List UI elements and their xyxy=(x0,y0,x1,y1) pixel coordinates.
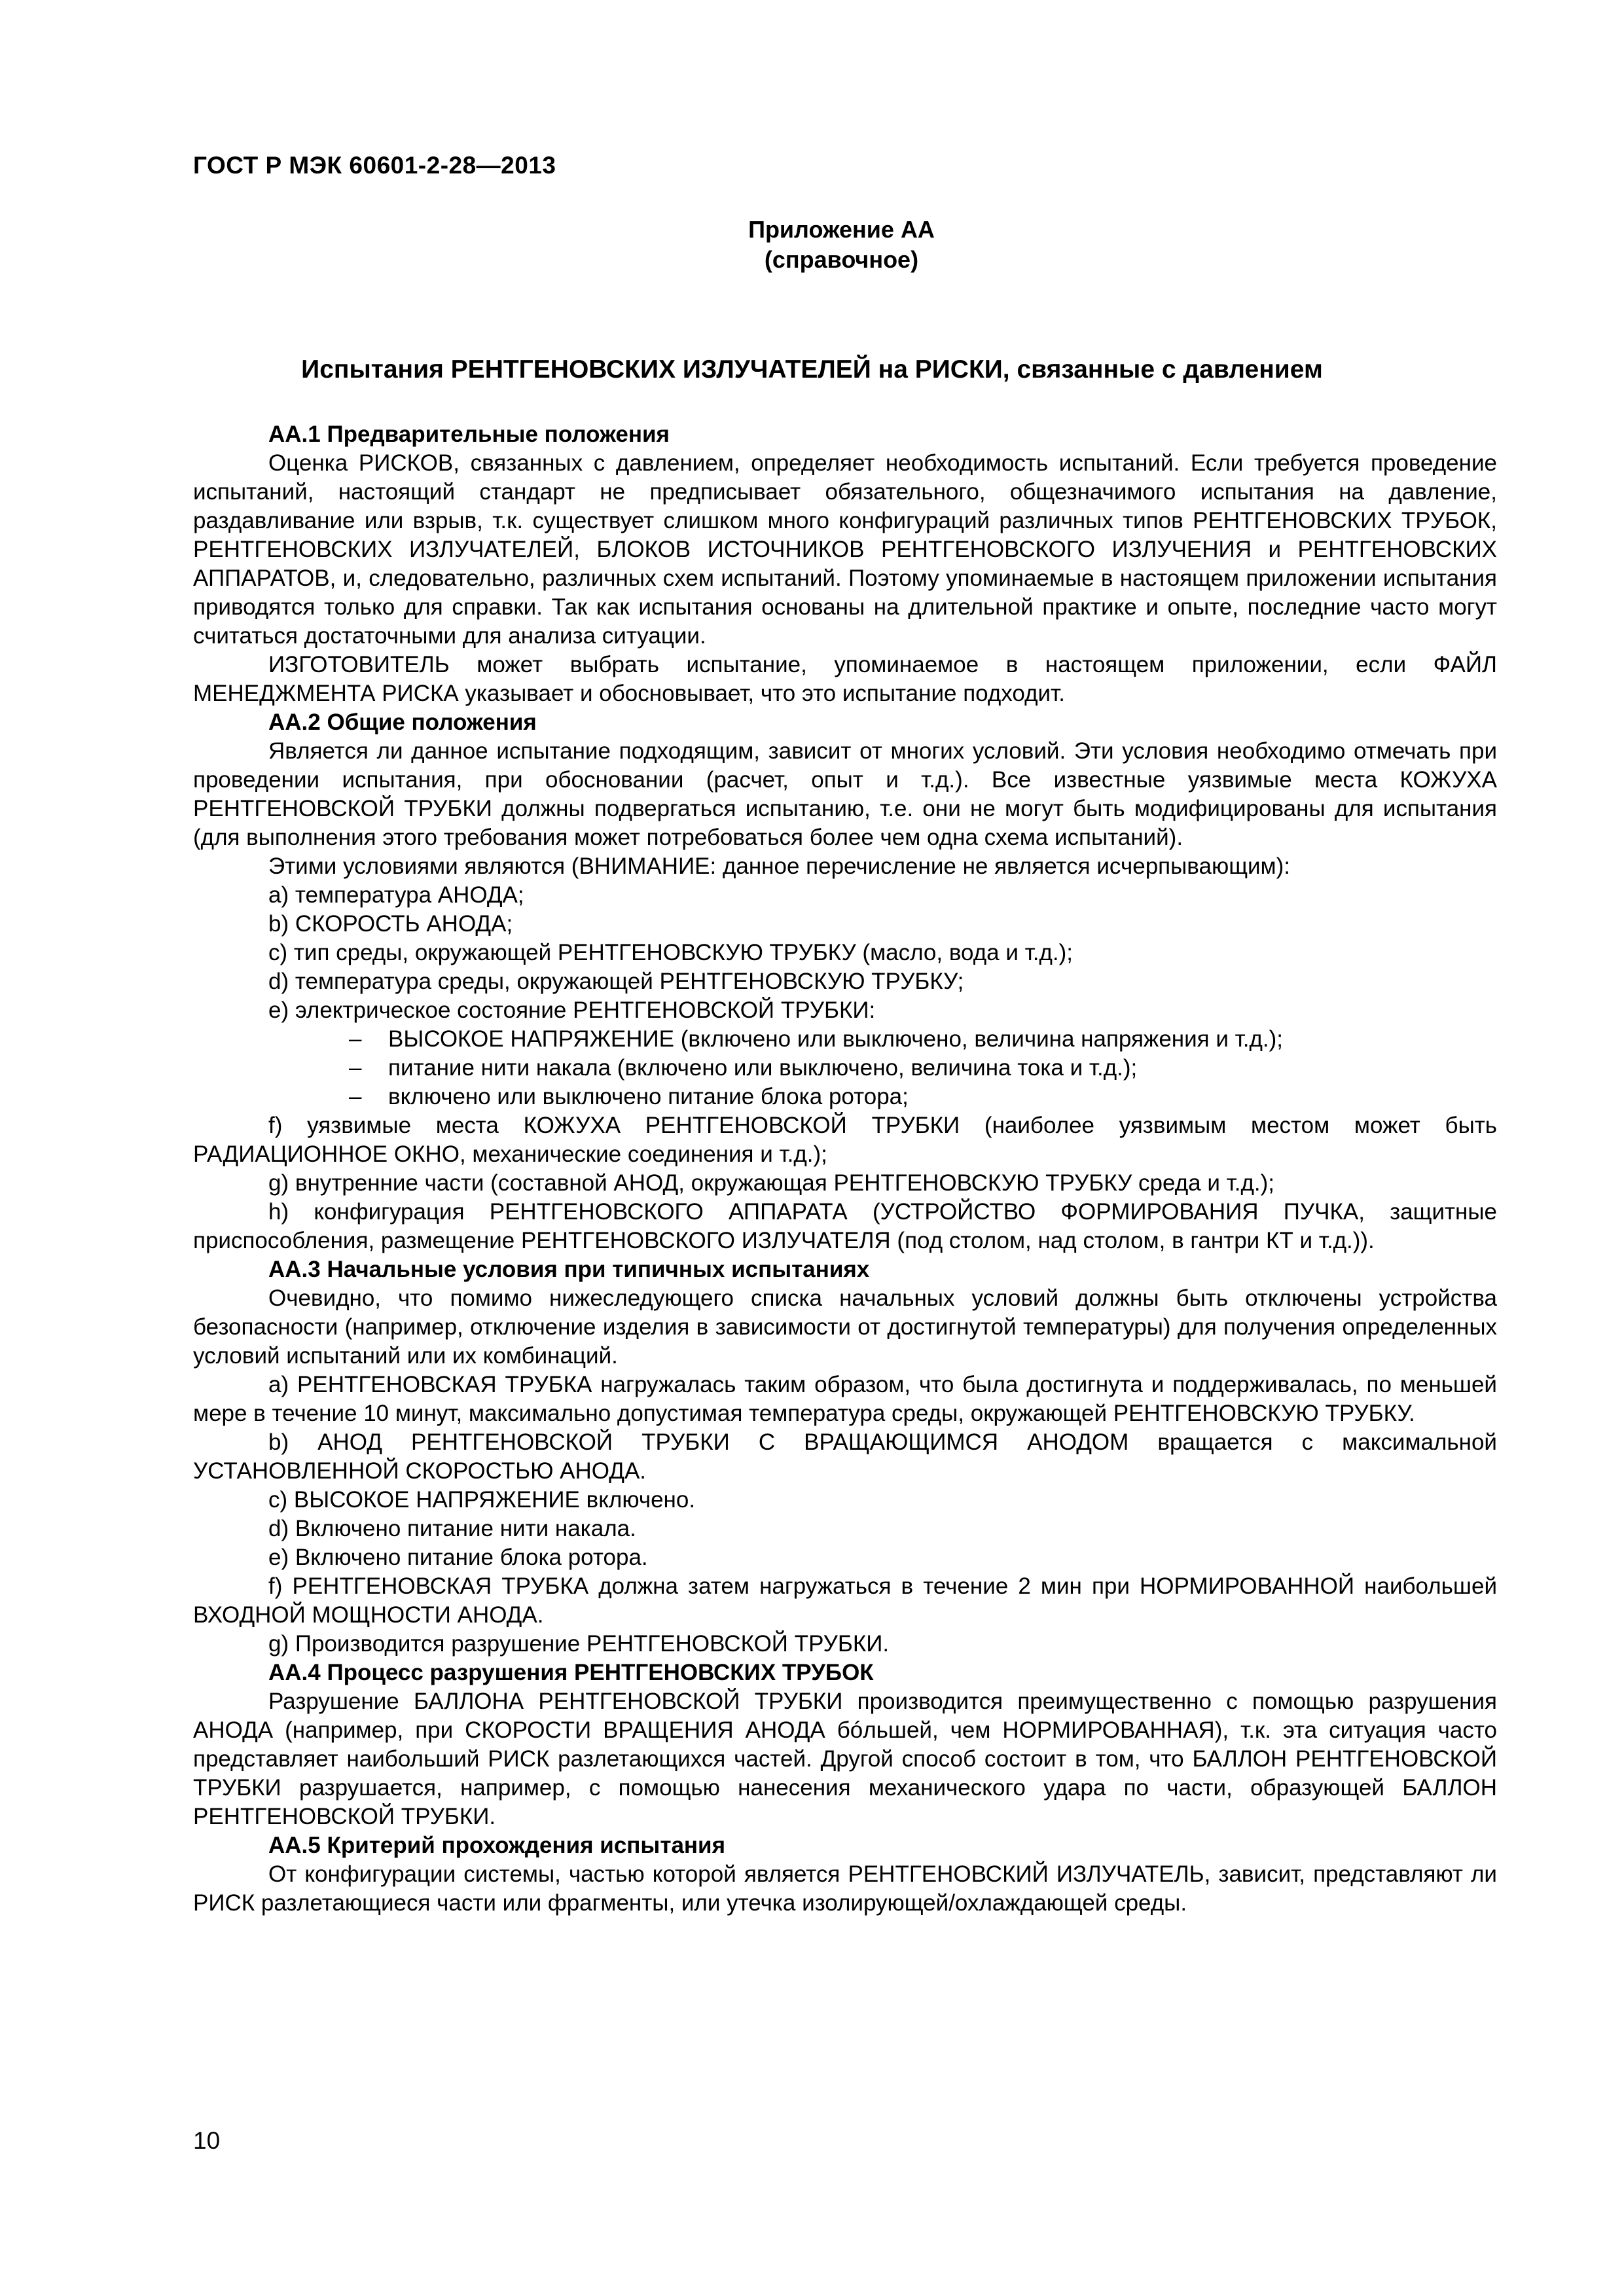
list-item: f) РЕНТГЕНОВСКАЯ ТРУБКА должна затем нагружаться в течение 2 мин при НОРМИРОВАННОЙ наибольшей ВХОДНОЙ МОЩНОСТИ АНОДА. xyxy=(193,1573,1497,1628)
list-item: b) СКОРОСТЬ АНОДА; xyxy=(268,911,513,937)
paragraph: От конфигурации системы, частью которой является РЕНТГЕНОВСКИЙ ИЗЛУЧАТЕЛЬ, зависит, представляют ли РИСК разлетающиеся части или фрагменты, или утечка изолирующей/охлаждающей среды. xyxy=(193,1861,1497,1916)
paragraph: Является ли данное испытание подходящим, зависит от многих условий. Эти условия необходимо отмечать при проведении испытания, при обосновании (расчет, опыт и т.д.). Все известные уязвимые места КОЖУХА РЕНТГЕНОВСКОЙ ТРУБКИ должны подвергаться испытанию, т.е. они не могут быть модифицированы для испытания (для выполнения этого требования может потребоваться более чем одна схема испытаний). xyxy=(193,738,1497,850)
section-heading-aa2: АА.2 Общие положения xyxy=(268,709,537,735)
list-item: d) Включено питание нити накала. xyxy=(268,1516,636,1541)
section-heading-aa4: АА.4 Процесс разрушения РЕНТГЕНОВСКИХ ТРУБОК xyxy=(268,1660,874,1685)
paragraph: Оценка РИСКОВ, связанных с давлением, определяет необходимость испытаний. Если требуется проведение испытаний, настоящий стандарт не предписывает обязательного, общезначимого испытания на давление, раздавливание или взрыв, т.к. существует слишком много конфигураций различных типов РЕНТГЕНОВСКИХ ТРУБОК, РЕНТГЕНОВСКИХ ИЗЛУЧАТЕЛЕЙ, БЛОКОВ ИСТОЧНИКОВ РЕНТГЕНОВСКОГО ИЗЛУЧЕНИЯ и РЕНТГЕНОВСКИХ АППАРАТОВ, и, следовательно, различных схем испытаний. Поэтому упоминаемые в настоящем приложении испытания приводятся только для справки. Так как испытания основаны на длительной практике и опыте, последние часто могут считаться достаточными для анализа ситуации. xyxy=(193,450,1497,649)
list-item: c) тип среды, окружающей РЕНТГЕНОВСКУЮ ТРУБКУ (масло, вода и т.д.); xyxy=(268,940,1074,965)
dash-marker: – xyxy=(349,1084,362,1109)
page-number: 10 xyxy=(193,2127,221,2154)
section-heading-aa3: АА.3 Начальные условия при типичных испытаниях xyxy=(268,1257,870,1282)
dash-marker: – xyxy=(349,1026,362,1052)
paragraph: Разрушение БАЛЛОНА РЕНТГЕНОВСКОЙ ТРУБКИ производится преимущественно с помощью разрушения АНОДА (например, при СКОРОСТИ ВРАЩЕНИЯ АНОДА бóльшей, чем НОРМИРОВАННАЯ), т.к. эта ситуация часто представляет наибольший РИСК разлетающихся частей. Другой способ состоит в том, что БАЛЛОН РЕНТГЕНОВСКОЙ ТРУБКИ разрушается, например, с помощью нанесения механического удара по части, образующей БАЛЛОН РЕНТГЕНОВСКОЙ ТРУБКИ. xyxy=(193,1689,1497,1829)
list-item: g) внутренние части (составной АНОД, окружающая РЕНТГЕНОВСКУЮ ТРУБКУ среда и т.д.); xyxy=(268,1170,1274,1196)
paragraph: ИЗГОТОВИТЕЛЬ может выбрать испытание, упоминаемое в настоящем приложении, если ФАЙЛ МЕНЕДЖМЕНТА РИСКА указывает и обосновывает, что это испытание подходит. xyxy=(193,652,1497,706)
section-heading-aa5: АА.5 Критерий прохождения испытания xyxy=(268,1833,726,1858)
list-item: a) РЕНТГЕНОВСКАЯ ТРУБКА нагружалась таким образом, что была достигнута и поддерживалась, по меньшей мере в течение 10 минут, максимально допустимая температура среды, окружающей РЕНТГЕНОВСКУЮ ТРУБКУ. xyxy=(193,1372,1497,1426)
sub-list-text: включено или выключено питание блока ротора; xyxy=(388,1084,909,1109)
appendix-heading xyxy=(0,215,1624,275)
paragraph: Очевидно, что помимо нижеследующего списка начальных условий должны быть отключены устройства безопасности (например, отключение изделия в зависимости от достигнутой температуры) для получения определенных условий испытаний или их комбинаций. xyxy=(193,1285,1497,1369)
sub-list-text: питание нити накала (включено или выключено, величина тока и т.д.); xyxy=(388,1055,1138,1081)
list-item: b) АНОД РЕНТГЕНОВСКОЙ ТРУБКИ С ВРАЩАЮЩИМСЯ АНОДОМ вращается с максимальной УСТАНОВЛЕННОЙ СКОРОСТЬЮ АНОДА. xyxy=(193,1429,1497,1484)
standard-header: ГОСТ Р МЭК 60601-2-28—2013 xyxy=(193,152,556,179)
list-item: e) электрическое состояние РЕНТГЕНОВСКОЙ ТРУБКИ: xyxy=(268,997,876,1023)
list-item: d) температура среды, окружающей РЕНТГЕНОВСКУЮ ТРУБКУ; xyxy=(268,969,964,994)
page-title: Испытания РЕНТГЕНОВСКИХ ИЗЛУЧАТЕЛЕЙ на РИСКИ, связанные с давлением xyxy=(301,355,1323,384)
section-heading-aa1: АА.1 Предварительные положения xyxy=(268,422,670,447)
dash-marker: – xyxy=(349,1055,362,1081)
sub-list-item xyxy=(193,1083,1497,1111)
list-item: f) уязвимые места КОЖУХА РЕНТГЕНОВСКОЙ ТРУБКИ (наиболее уязвимым местом может быть РАДИАЦИОННОЕ ОКНО, механические соединения и т.д.); xyxy=(193,1113,1497,1167)
sub-list-item xyxy=(193,1054,1497,1083)
list-item: c) ВЫСОКОЕ НАПРЯЖЕНИЕ включено. xyxy=(268,1487,696,1513)
sub-list-text: ВЫСОКОЕ НАПРЯЖЕНИЕ (включено или выключено, величина напряжения и т.д.); xyxy=(388,1026,1284,1052)
list-item: g) Производится разрушение РЕНТГЕНОВСКОЙ ТРУБКИ. xyxy=(268,1631,890,1657)
appendix-type: (справочное) xyxy=(764,246,919,273)
list-item: h) конфигурация РЕНТГЕНОВСКОГО АППАРАТА (УСТРОЙСТВО ФОРМИРОВАНИЯ ПУЧКА, защитные приспособления, размещение РЕНТГЕНОВСКОГО ИЗЛУЧАТЕЛЯ (под столом, над столом, в гантри КТ и т.д.)). xyxy=(193,1199,1497,1253)
paragraph: Этими условиями являются (ВНИМАНИЕ: данное перечисление не является исчерпывающим): xyxy=(268,853,1290,879)
document-body xyxy=(193,420,1497,1918)
list-item: a) температура АНОДА; xyxy=(268,882,524,908)
list-item: e) Включено питание блока ротора. xyxy=(268,1545,648,1570)
appendix-label: Приложение АА xyxy=(748,216,935,243)
sub-list-item xyxy=(193,1025,1497,1054)
